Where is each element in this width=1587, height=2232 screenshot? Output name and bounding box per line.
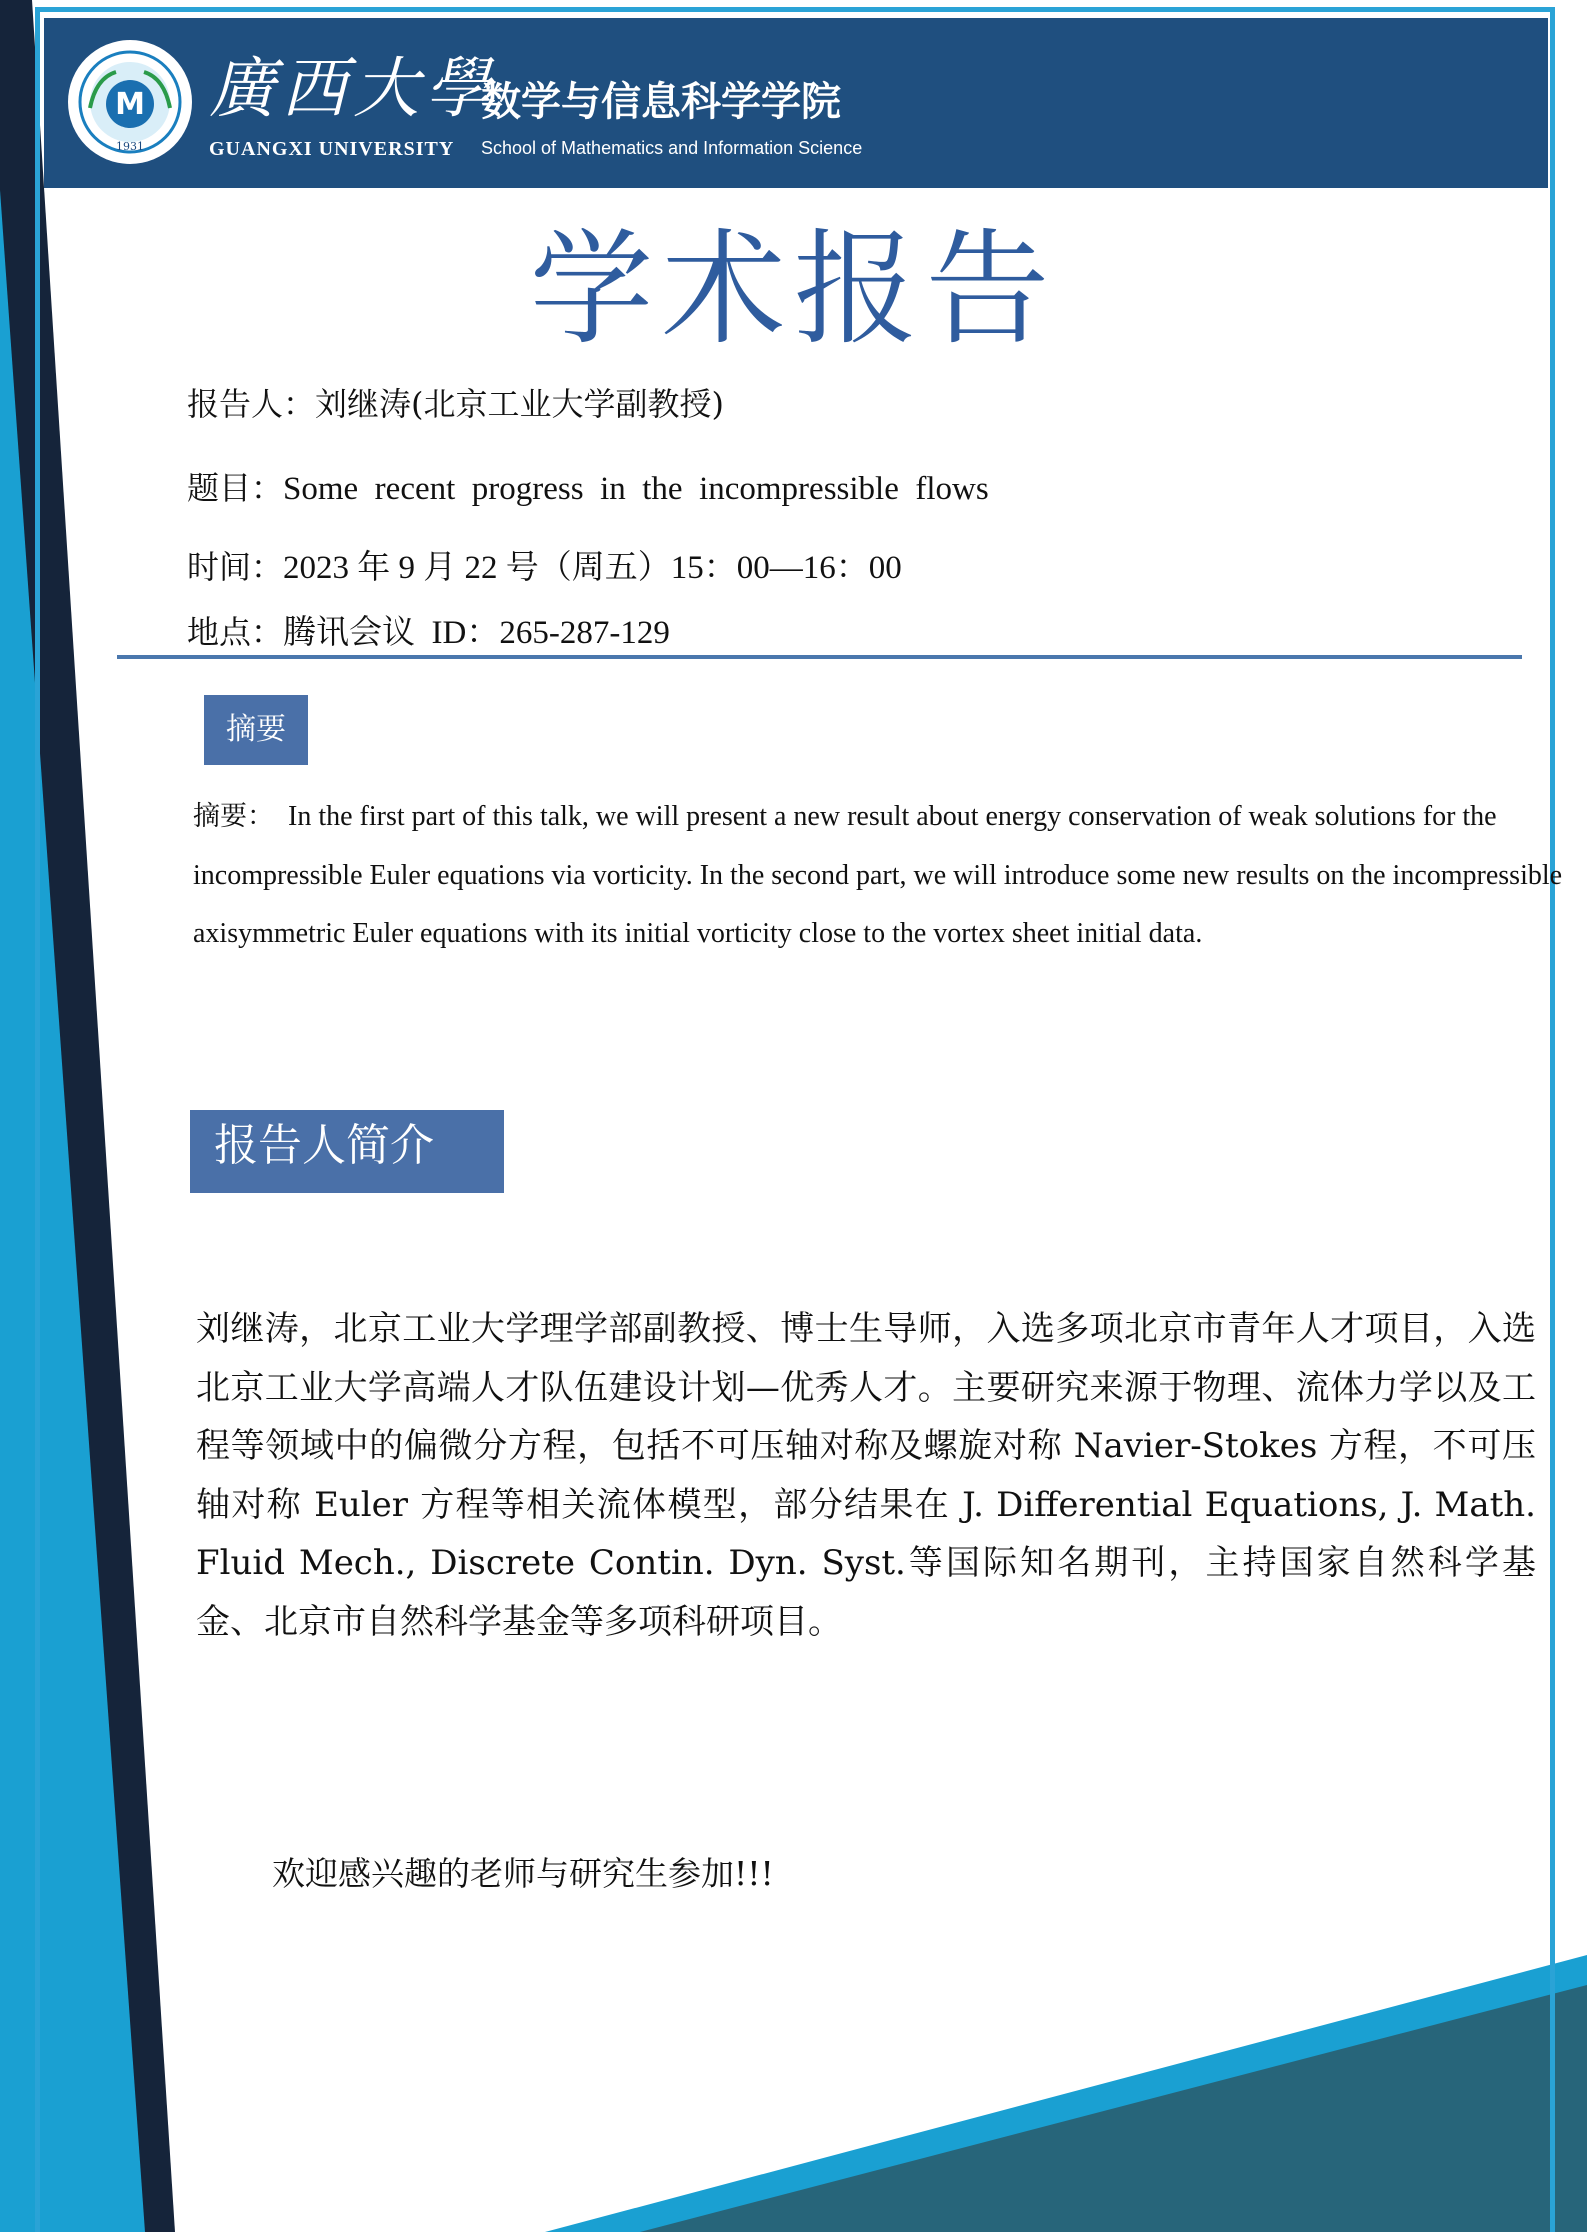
school-name-en: School of Mathematics and Information Science [481, 138, 863, 158]
place-label: 地点： [187, 613, 284, 651]
time-value: 2023 年 9 月 22 号（周五）15：00—16：00 [283, 550, 902, 586]
university-name-en: GUANGXI UNIVERSITY [209, 138, 455, 160]
speaker-bio-tag: 报告人简介 [190, 1110, 504, 1193]
abstract-tag: 摘要 [204, 695, 308, 765]
topic-value: Some recent progress in the incompressible flows [283, 471, 989, 507]
page-title: 学术报告 [529, 218, 1058, 362]
topic-label: 题目： [187, 469, 284, 507]
speaker-value: 刘继涛(北京工业大学副教授) [315, 385, 724, 423]
abstract-label: 摘要： [193, 801, 274, 832]
topic-line [187, 469, 989, 507]
speaker-line [187, 385, 724, 423]
logo-year: 1931 [116, 140, 144, 153]
time-label: 时间： [187, 548, 284, 586]
place-line [187, 613, 670, 651]
place-value: 腾讯会议 ID：265-287-129 [283, 615, 670, 651]
time-line [187, 548, 902, 586]
abstract-body: In the first part of this talk, we will present a new result about energy conservation of weak solutions for the incompressible Euler equations via vorticity. In the second part, we will introduce some new results on the incompressible axisymmetric Euler equations with its initial vorticity close to the vortex sheet initial data. [193, 801, 1570, 949]
welcome-note: 欢迎感兴趣的老师与研究生参加!!! [272, 1854, 774, 1893]
university-name-cn: 廣西大學 [209, 50, 497, 127]
speaker-bio-text: 刘继涛，北京工业大学理学部副教授、博士生导师，入选多项北京市青年人才项目，入选北京工业大学高端人才队伍建设计划—优秀人才。主要研究来源于物理、流体力学以及工程等领域中的偏微分方程，包括不可压轴对称及螺旋对称 Navier-Stokes 方程，不可压轴对称 Euler 方程等相关流体模型，部分结果在 J. Differential Equations, J. Math. Fluid Mech., Discrete Contin. Dyn. Syst.等国际知名期刊，主持国家自然科学基金、北京市自然科学基金等多项科研项目。 [196, 1309, 1536, 1642]
section-divider [117, 655, 1522, 659]
speaker-label: 报告人： [187, 385, 316, 423]
school-name-cn: 数学与信息科学学院 [481, 79, 841, 125]
logo-letter: M [115, 87, 145, 122]
header-band [44, 18, 1548, 188]
university-logo-icon [66, 38, 194, 166]
abstract-text [193, 788, 1570, 964]
